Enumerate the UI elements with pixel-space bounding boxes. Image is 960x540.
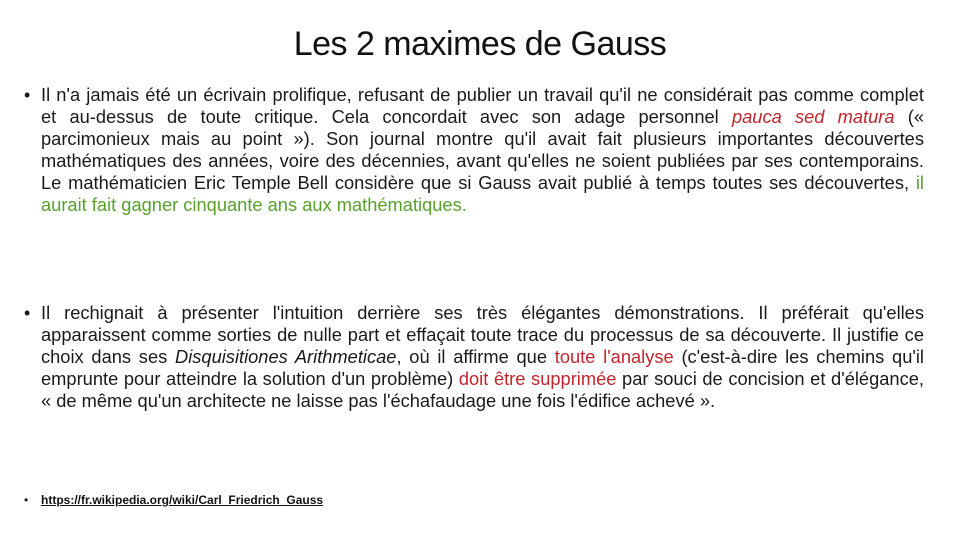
bullet-marker: • <box>24 303 31 323</box>
paragraph-intuition <box>41 302 924 412</box>
paragraph-text: , où il affirme que <box>396 346 555 367</box>
motto-text: pauca sed matura <box>731 106 895 127</box>
source-link[interactable]: https://fr.wikipedia.org/wiki/Carl_Friedrich_Gauss <box>41 493 324 507</box>
paragraph-text: Il rechignait à présenter l'intuition derrière ses très élégantes démonstrations. Il préférait qu'elles apparaissent comme sorties de nulle part et effaçait toute trace du processus de sa découverte. Il justifie ce choix dans ses <box>41 302 924 367</box>
bullet-marker: • <box>24 493 29 507</box>
paragraph-publication <box>41 84 924 216</box>
highlight-analysis: toute l'analyse <box>554 346 674 367</box>
bullet-source <box>24 489 924 511</box>
paragraph-text: Il n'a jamais été un écrivain prolifique, refusant de publier un travail qu'il ne considérait pas comme complet et au-dessus de toute critique. Cela concordait avec son adage personnel <box>41 84 924 127</box>
highlight-suppressed: doit être supprimée <box>458 368 617 389</box>
paragraph-text: par souci de concision et d'élégance, « de même qu'un architecte ne laisse pas l'échafaudage une fois l'édifice achevé ». <box>41 368 924 411</box>
bullet-intuition <box>24 302 924 412</box>
slide-title: Les 2 maximes de Gauss <box>293 25 667 63</box>
bullet-publication <box>24 84 924 216</box>
paragraph-text: (c'est-à-dire les chemins qu'il emprunte pour atteindre la solution d'un problème) <box>41 346 924 389</box>
paragraph-text: (« parcimonieux mais au point »). Son journal montre qu'il avait fait plusieurs importantes découvertes mathématiques des années, voire des décennies, avant qu'elles ne soient publiées par ses contemporains. Le mathématicien Eric Temple Bell considère que si Gauss avait publié à temps toutes ses découvertes, <box>41 106 924 193</box>
highlight-text: il aurait fait gagner cinquante ans aux mathématiques. <box>41 172 924 215</box>
work-title: Disquisitiones Arithmeticae <box>175 346 397 367</box>
bullet-marker: • <box>24 85 31 105</box>
